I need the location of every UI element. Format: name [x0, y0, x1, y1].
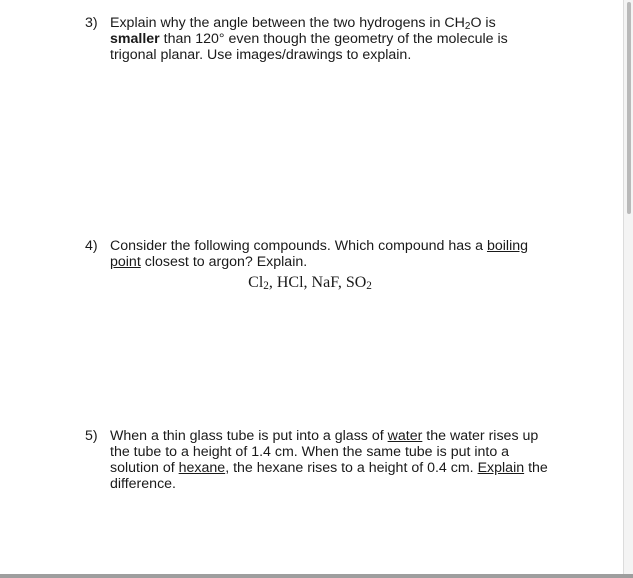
- question-text: When a thin glass tube is put into a glass of: [110, 428, 384, 444]
- underlined-term: boiling: [486, 238, 529, 254]
- question-text: the water rises up: [426, 428, 539, 444]
- question-text: than 120° even though the geometry of the molecule is: [163, 31, 508, 47]
- question-5: [85, 428, 585, 492]
- question-number: 5): [85, 428, 98, 444]
- subscript: 2: [464, 21, 471, 32]
- question-text: difference.: [110, 476, 176, 492]
- compound-list: $Cl_2$, HCl, NaF, $SO_2$: [248, 274, 372, 292]
- question-number: 3): [85, 15, 98, 31]
- question-text: the tube to a height of 1.4 cm. When the same tube is put into a: [110, 444, 510, 460]
- underlined-term: Explain: [477, 460, 525, 476]
- page-bottom-edge: [0, 574, 633, 578]
- question-text: , the hexane rises to a height of 0.4 cm.: [225, 460, 474, 476]
- compound-naf: NaF: [311, 274, 338, 291]
- underlined-term: hexane: [178, 460, 226, 476]
- vertical-scrollbar[interactable]: [623, 0, 633, 578]
- underlined-term: point: [110, 254, 141, 270]
- underlined-term: water: [387, 428, 423, 444]
- compound-hcl: HCl: [276, 274, 304, 291]
- compound-cl2: $Cl_2$: [248, 274, 269, 292]
- compound-so2: $SO_2$: [345, 274, 372, 292]
- question-number: 4): [85, 238, 98, 254]
- question-text: solution of: [110, 460, 175, 476]
- question-text: Consider the following compounds. Which compound has a: [110, 238, 484, 254]
- question-3: [85, 15, 585, 63]
- question-4: [85, 238, 585, 270]
- emphasis-text: smaller: [110, 31, 160, 47]
- question-text: closest to argon? Explain.: [144, 254, 308, 270]
- question-text: trigonal planar. Use images/drawings to explain.: [110, 47, 412, 63]
- scrollbar-thumb[interactable]: [627, 2, 631, 214]
- question-text: O is: [470, 15, 496, 31]
- question-text: the: [528, 460, 548, 476]
- question-text: Explain why the angle between the two hydrogens in CH: [110, 15, 465, 31]
